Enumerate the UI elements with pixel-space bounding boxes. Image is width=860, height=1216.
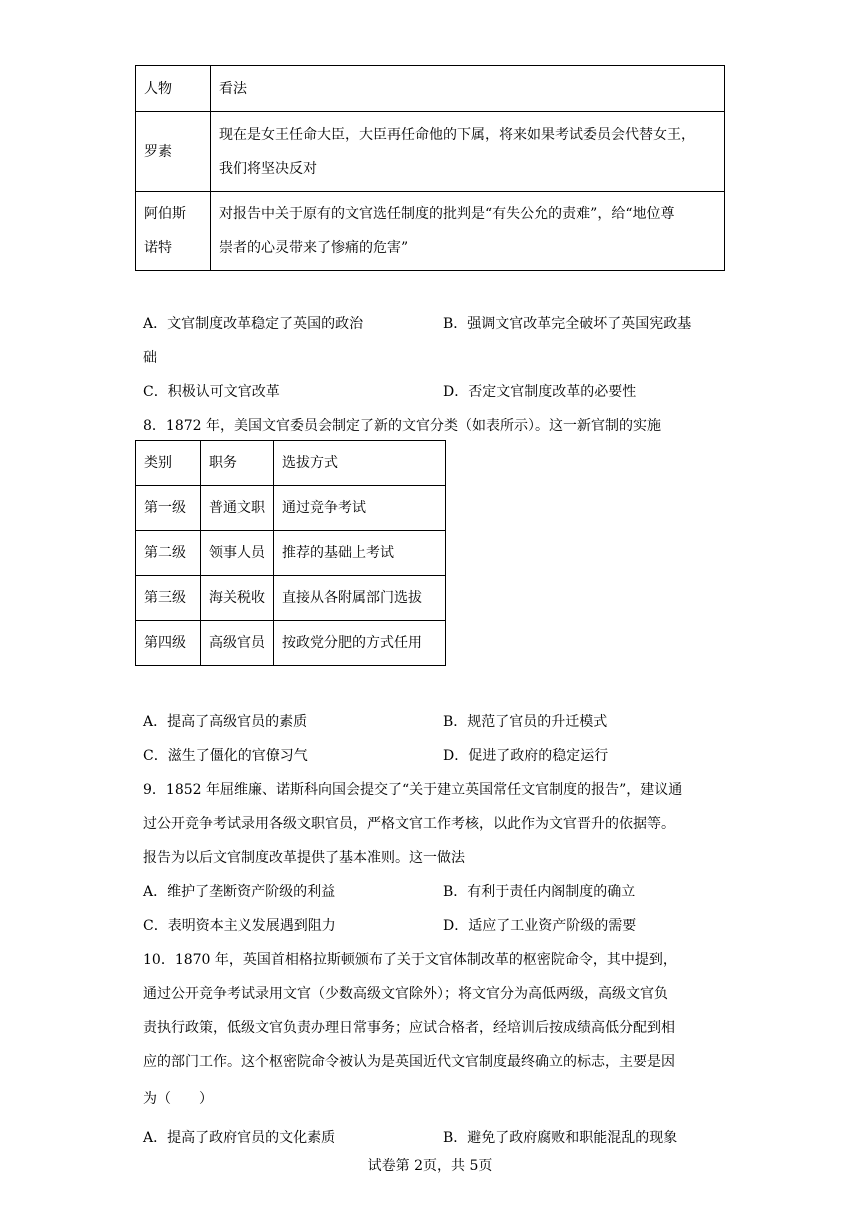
table-cell: 领事人员 <box>201 531 274 576</box>
name-line: 诺特 <box>144 240 172 256</box>
table-cell: 第四级 <box>136 621 201 666</box>
q10-stem-line: 10．1870 年，英国首相格拉斯顿颁布了关于文官体制改革的枢密院命令，其中提到， <box>143 952 677 968</box>
q7-option-c: C．积极认可文官改革 <box>143 384 280 400</box>
table-cell: 通过竞争考试 <box>274 486 446 531</box>
table-cell: 第一级 <box>136 486 201 531</box>
q9-option-a: A．维护了垄断资产阶级的利益 <box>143 884 336 900</box>
table-header-cell: 职务 <box>201 441 274 486</box>
table-cell-name: 罗素 <box>136 112 211 192</box>
table-cell: 按政党分肥的方式任用 <box>274 621 446 666</box>
q9-stem-line: 报告为以后文官制度改革提供了基本准则。这一做法 <box>143 850 465 866</box>
q8-option-b: B．规范了官员的升迁模式 <box>443 714 608 730</box>
table-row <box>136 192 725 271</box>
q8-option-d: D．促进了政府的稳定运行 <box>443 748 609 764</box>
q7-option-a-wrap: 础 <box>143 350 157 366</box>
q10-option-a: A．提高了政府官员的文化素质 <box>143 1130 336 1146</box>
q9-option-d: D．适应了工业资产阶级的需要 <box>443 918 637 934</box>
q7-option-d: D．否定文官制度改革的必要性 <box>443 384 637 400</box>
q10-stem-line: 责执行政策，低级文官负责办理日常事务；应试合格者，经培训后按成绩高低分配到相 <box>143 1020 675 1036</box>
table-row <box>136 486 446 531</box>
q8-stem: 8．1872 年，美国文官委员会制定了新的文官分类（如表所示）。这一新官制的实施 <box>143 418 661 434</box>
table-cell-opinion <box>211 192 725 271</box>
q10-option-b: B．避免了政府腐败和职能混乱的现象 <box>443 1130 678 1146</box>
opinion-line: 对报告中关于原有的文官选任制度的批判是“有失公允的责难”，给“地位尊 <box>219 206 675 222</box>
opinion-line: 现在是女王任命大臣，大臣再任命他的下属，将来如果考试委员会代替女王， <box>219 126 695 143</box>
table-cell: 高级官员 <box>201 621 274 666</box>
q9-stem-line: 9．1852 年屈维廉、诺斯科向国会提交了“关于建立英国常任文官制度的报告”，建议通 <box>143 782 683 798</box>
opinion-table <box>135 65 725 271</box>
table-header-row <box>136 441 446 486</box>
q9-option-c: C．表明资本主义发展遇到阻力 <box>143 918 336 934</box>
table-row <box>136 576 446 621</box>
table-header-cell: 选拔方式 <box>274 441 446 486</box>
table-cell: 直接从各附属部门选拔 <box>274 576 446 621</box>
table-header-cell: 人物 <box>136 66 211 112</box>
table-row <box>136 112 725 192</box>
table-header-cell: 类别 <box>136 441 201 486</box>
table-cell: 推荐的基础上考试 <box>274 531 446 576</box>
q9-stem-line: 过公开竞争考试录用各级文职官员，严格文官工作考核，以此作为文官晋升的依据等。 <box>143 816 675 832</box>
table-cell: 海关税收 <box>201 576 274 621</box>
name-line: 阿伯斯 <box>144 206 186 222</box>
civil-service-table <box>135 440 446 666</box>
table-cell: 第三级 <box>136 576 201 621</box>
table-cell: 普通文职 <box>201 486 274 531</box>
table-header-cell: 看法 <box>211 66 725 112</box>
page-footer: 试卷第 2页，共 5页 <box>367 1158 493 1174</box>
q7-option-a: A．文官制度改革稳定了英国的政治 <box>143 316 364 332</box>
opinion-line: 崇者的心灵带来了惨痛的危害” <box>219 240 409 256</box>
q10-stem-line: 通过公开竞争考试录用文官（少数高级文官除外）；将文官分为高低两级，高级文官负 <box>143 986 668 1002</box>
q7-option-b: B．强调文官改革完全破坏了英国宪政基 <box>443 316 692 332</box>
q10-stem-line: 应的部门工作。这个枢密院命令被认为是英国近代文官制度最终确立的标志，主要是因 <box>143 1054 675 1070</box>
table-header-row <box>136 66 725 112</box>
table-row <box>136 531 446 576</box>
q8-option-c: C．滋生了僵化的官僚习气 <box>143 748 308 764</box>
table-row <box>136 621 446 666</box>
q8-option-a: A．提高了高级官员的素质 <box>143 714 308 730</box>
table-cell-opinion <box>211 112 725 192</box>
q9-option-b: B．有利于责任内阁制度的确立 <box>443 884 636 900</box>
q10-stem-line: 为（ ） <box>143 1091 213 1107</box>
table-cell-name <box>136 192 211 271</box>
table-cell: 第二级 <box>136 531 201 576</box>
opinion-line: 我们将坚决反对 <box>219 160 317 177</box>
